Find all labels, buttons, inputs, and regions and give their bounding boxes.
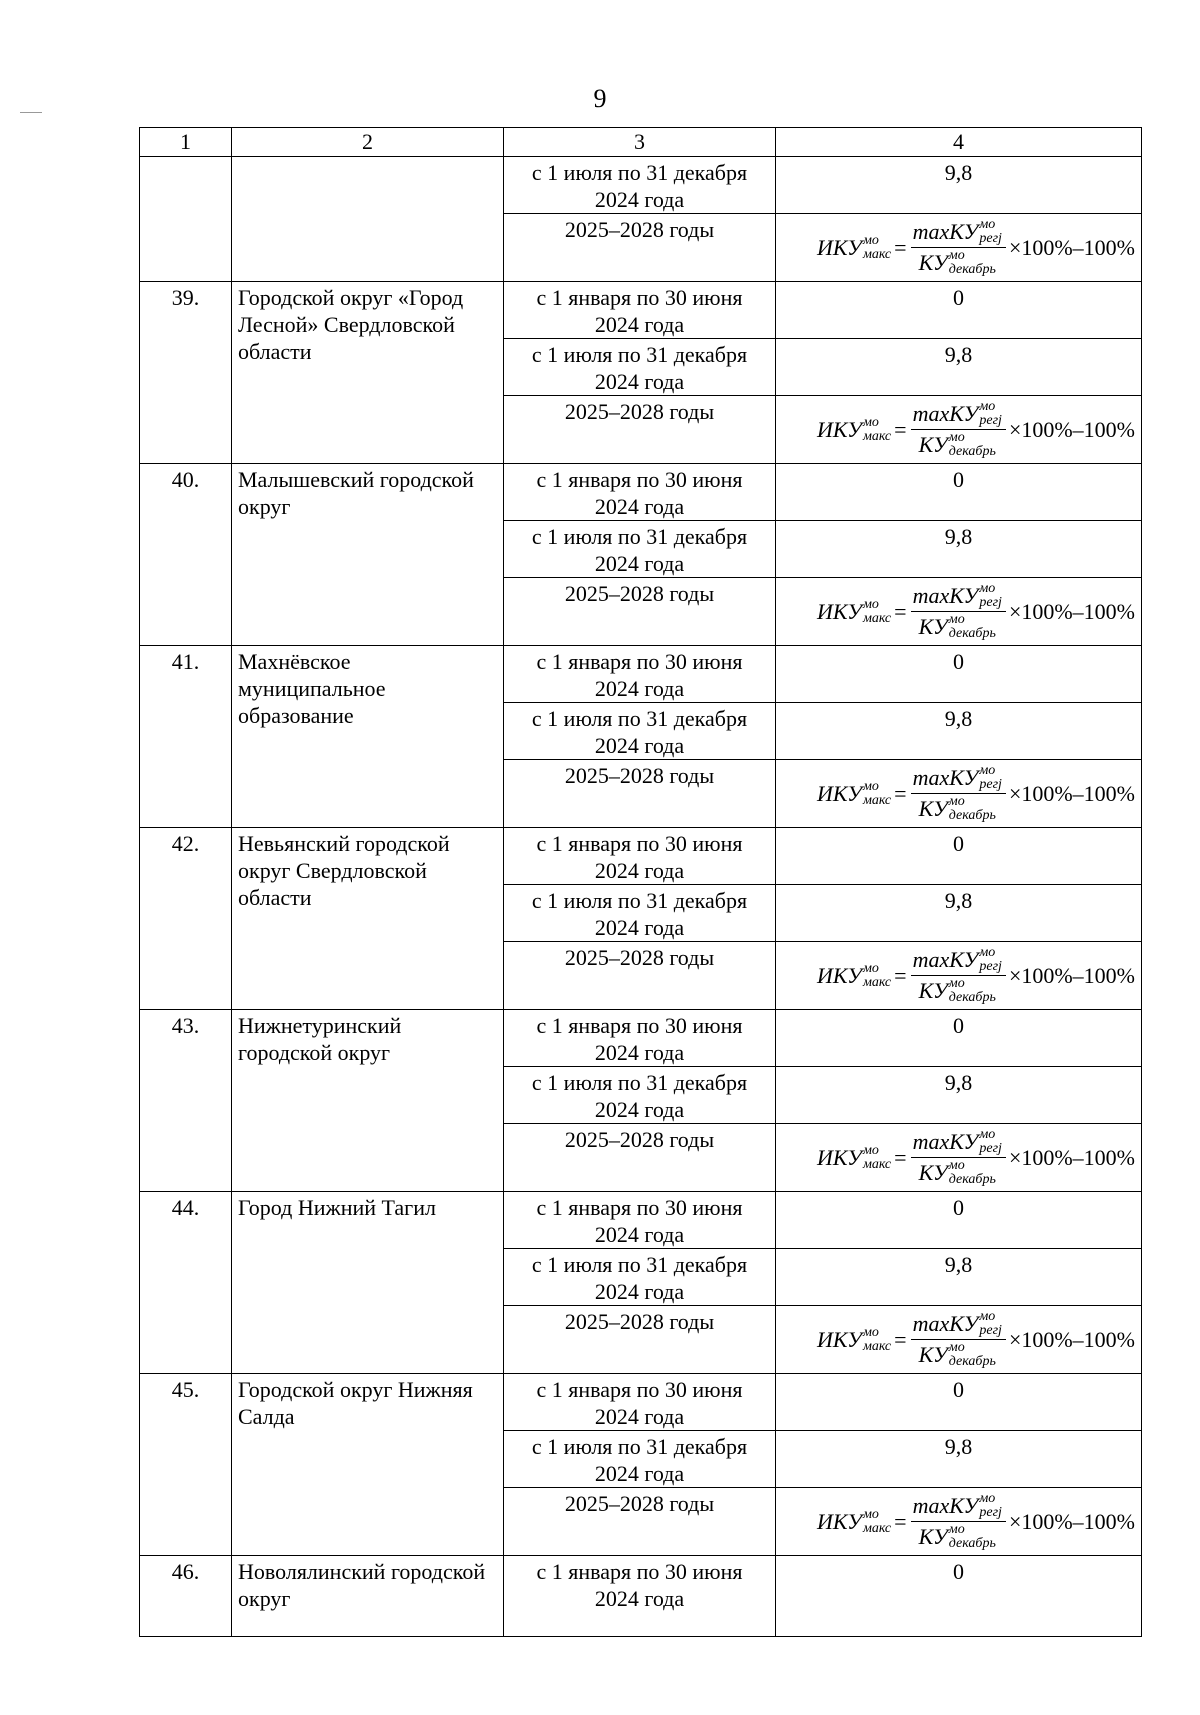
formula [776,764,1141,823]
formula-fraction [911,1310,1006,1369]
value-cell: 0 [776,828,1142,885]
municipality-name: Город Нижний Тагил [232,1192,504,1374]
period-cell: с 1 июля по 31 декабря 2024 года [504,885,776,942]
period-range-cell: 2025–2028 годы [504,1306,776,1374]
value-cell: 9,8 [776,703,1142,760]
formula-equals: = [894,780,907,806]
formula-lhs: ИКУ мо макс [816,1324,892,1354]
formula-numerator: maxКУ мо регj [911,764,1006,794]
table-row [140,464,1142,521]
formula-fraction [911,400,1006,459]
formula-denominator: КУ мо декабрь [918,1158,996,1187]
data-table [139,127,1142,1637]
formula-fraction [911,1492,1006,1551]
value-cell: 9,8 [776,521,1142,578]
formula-denominator: КУ мо декабрь [918,1522,996,1551]
period-cell: с 1 января по 30 июня 2024 года [504,646,776,703]
formula-cell [776,214,1142,282]
table-row [140,828,1142,885]
formula-denominator: КУ мо декабрь [918,430,996,459]
formula-cell [776,1488,1142,1556]
period-cell: с 1 июля по 31 декабря 2024 года [504,703,776,760]
value-cell: 0 [776,1192,1142,1249]
formula-lhs: ИКУ мо макс [816,1506,892,1536]
municipality-name: Малышевский городской округ [232,464,504,646]
formula-denominator: КУ мо декабрь [918,794,996,823]
row-number: 40. [140,464,232,646]
header-col-4: 4 [776,128,1142,157]
row-number: 42. [140,828,232,1010]
header-col-3: 3 [504,128,776,157]
row-number: 44. [140,1192,232,1374]
formula-numerator: maxКУ мо регj [911,400,1006,430]
formula-tail: ×100%–100% [1008,234,1135,260]
formula-numerator: maxКУ мо регj [911,946,1006,976]
table-row [140,1010,1142,1067]
period-cell: с 1 января по 30 июня 2024 года [504,282,776,339]
formula [776,400,1141,459]
formula [776,1492,1141,1551]
formula-tail: ×100%–100% [1008,1326,1135,1352]
table-row [140,282,1142,339]
period-cell: с 1 июля по 31 декабря 2024 года [504,339,776,396]
formula [776,218,1141,277]
value-cell: 0 [776,282,1142,339]
formula-lhs: ИКУ мо макс [816,414,892,444]
row-number: 41. [140,646,232,828]
formula-equals: = [894,1326,907,1352]
value-cell: 9,8 [776,1249,1142,1306]
table-row [140,1556,1142,1637]
formula-fraction [911,946,1006,1005]
period-range-cell: 2025–2028 годы [504,578,776,646]
table-row [140,1192,1142,1249]
period-range-cell: 2025–2028 годы [504,396,776,464]
formula-lhs: ИКУ мо макс [816,778,892,808]
continuation-name-cell [232,157,504,282]
period-cell: с 1 июля по 31 декабря 2024 года [504,157,776,214]
continuation-row-second-half [140,157,1142,214]
value-cell: 0 [776,1556,1142,1637]
formula-equals: = [894,598,907,624]
municipality-name: Махнёвское муниципальное образование [232,646,504,828]
period-cell: с 1 июля по 31 декабря 2024 года [504,521,776,578]
municipality-name: Городской округ «Город Лесной» Свердловской области [232,282,504,464]
period-cell: с 1 января по 30 июня 2024 года [504,1374,776,1431]
value-cell: 9,8 [776,339,1142,396]
formula-cell [776,1306,1142,1374]
formula-fraction [911,1128,1006,1187]
formula-lhs: ИКУ мо макс [816,1142,892,1172]
formula-numerator: maxКУ мо регj [911,1128,1006,1158]
row-number: 43. [140,1010,232,1192]
formula-cell [776,578,1142,646]
municipality-name: Нижнетуринский городской округ [232,1010,504,1192]
formula-tail: ×100%–100% [1008,780,1135,806]
formula-equals: = [894,1508,907,1534]
formula-equals: = [894,234,907,260]
continuation-num-cell [140,157,232,282]
formula-equals: = [894,416,907,442]
value-cell: 9,8 [776,1067,1142,1124]
value-cell: 9,8 [776,885,1142,942]
value-cell: 0 [776,1374,1142,1431]
formula-cell [776,396,1142,464]
formula-cell [776,760,1142,828]
municipality-name: Городской округ Нижняя Салда [232,1374,504,1556]
formula-fraction [911,218,1006,277]
municipality-name: Невьянский городской округ Свердловской области [232,828,504,1010]
period-cell: с 1 января по 30 июня 2024 года [504,1010,776,1067]
header-row [140,128,1142,157]
period-cell: с 1 января по 30 июня 2024 года [504,1556,776,1637]
period-range-cell: 2025–2028 годы [504,942,776,1010]
municipality-name: Новолялинский городской округ [232,1556,504,1637]
period-cell: с 1 июля по 31 декабря 2024 года [504,1431,776,1488]
formula-numerator: maxКУ мо регj [911,582,1006,612]
value-cell: 9,8 [776,1431,1142,1488]
formula-lhs: ИКУ мо макс [816,960,892,990]
formula-equals: = [894,1144,907,1170]
formula-tail: ×100%–100% [1008,598,1135,624]
header-col-1: 1 [140,128,232,157]
formula-lhs: ИКУ мо макс [816,232,892,262]
value-cell: 9,8 [776,157,1142,214]
row-number: 46. [140,1556,232,1637]
period-cell: с 1 января по 30 июня 2024 года [504,464,776,521]
table-row [140,1374,1142,1431]
value-cell: 0 [776,646,1142,703]
formula-denominator: КУ мо декабрь [918,248,996,277]
row-number: 39. [140,282,232,464]
page-number: 9 [593,84,607,113]
formula-denominator: КУ мо декабрь [918,976,996,1005]
formula-tail: ×100%–100% [1008,962,1135,988]
formula-lhs: ИКУ мо макс [816,596,892,626]
period-cell: с 1 января по 30 июня 2024 года [504,1192,776,1249]
period-range-cell: 2025–2028 годы [504,760,776,828]
period-range-cell: 2025–2028 годы [504,214,776,282]
period-range-cell: 2025–2028 годы [504,1488,776,1556]
formula [776,946,1141,1005]
formula [776,1128,1141,1187]
formula-denominator: КУ мо декабрь [918,1340,996,1369]
formula-numerator: maxКУ мо регj [911,218,1006,248]
period-cell: с 1 июля по 31 декабря 2024 года [504,1249,776,1306]
period-range-cell: 2025–2028 годы [504,1124,776,1192]
table-row [140,646,1142,703]
header-col-2: 2 [232,128,504,157]
value-cell: 0 [776,464,1142,521]
formula-denominator: КУ мо декабрь [918,612,996,641]
period-cell: с 1 июля по 31 декабря 2024 года [504,1067,776,1124]
formula-fraction [911,764,1006,823]
formula [776,582,1141,641]
formula-fraction [911,582,1006,641]
formula-tail: ×100%–100% [1008,416,1135,442]
formula [776,1310,1141,1369]
value-cell: 0 [776,1010,1142,1067]
formula-cell [776,942,1142,1010]
formula-numerator: maxКУ мо регj [911,1492,1006,1522]
formula-tail: ×100%–100% [1008,1144,1135,1170]
formula-tail: ×100%–100% [1008,1508,1135,1534]
formula-numerator: maxКУ мо регj [911,1310,1006,1340]
formula-cell [776,1124,1142,1192]
formula-equals: = [894,962,907,988]
row-number: 45. [140,1374,232,1556]
period-cell: с 1 января по 30 июня 2024 года [504,828,776,885]
